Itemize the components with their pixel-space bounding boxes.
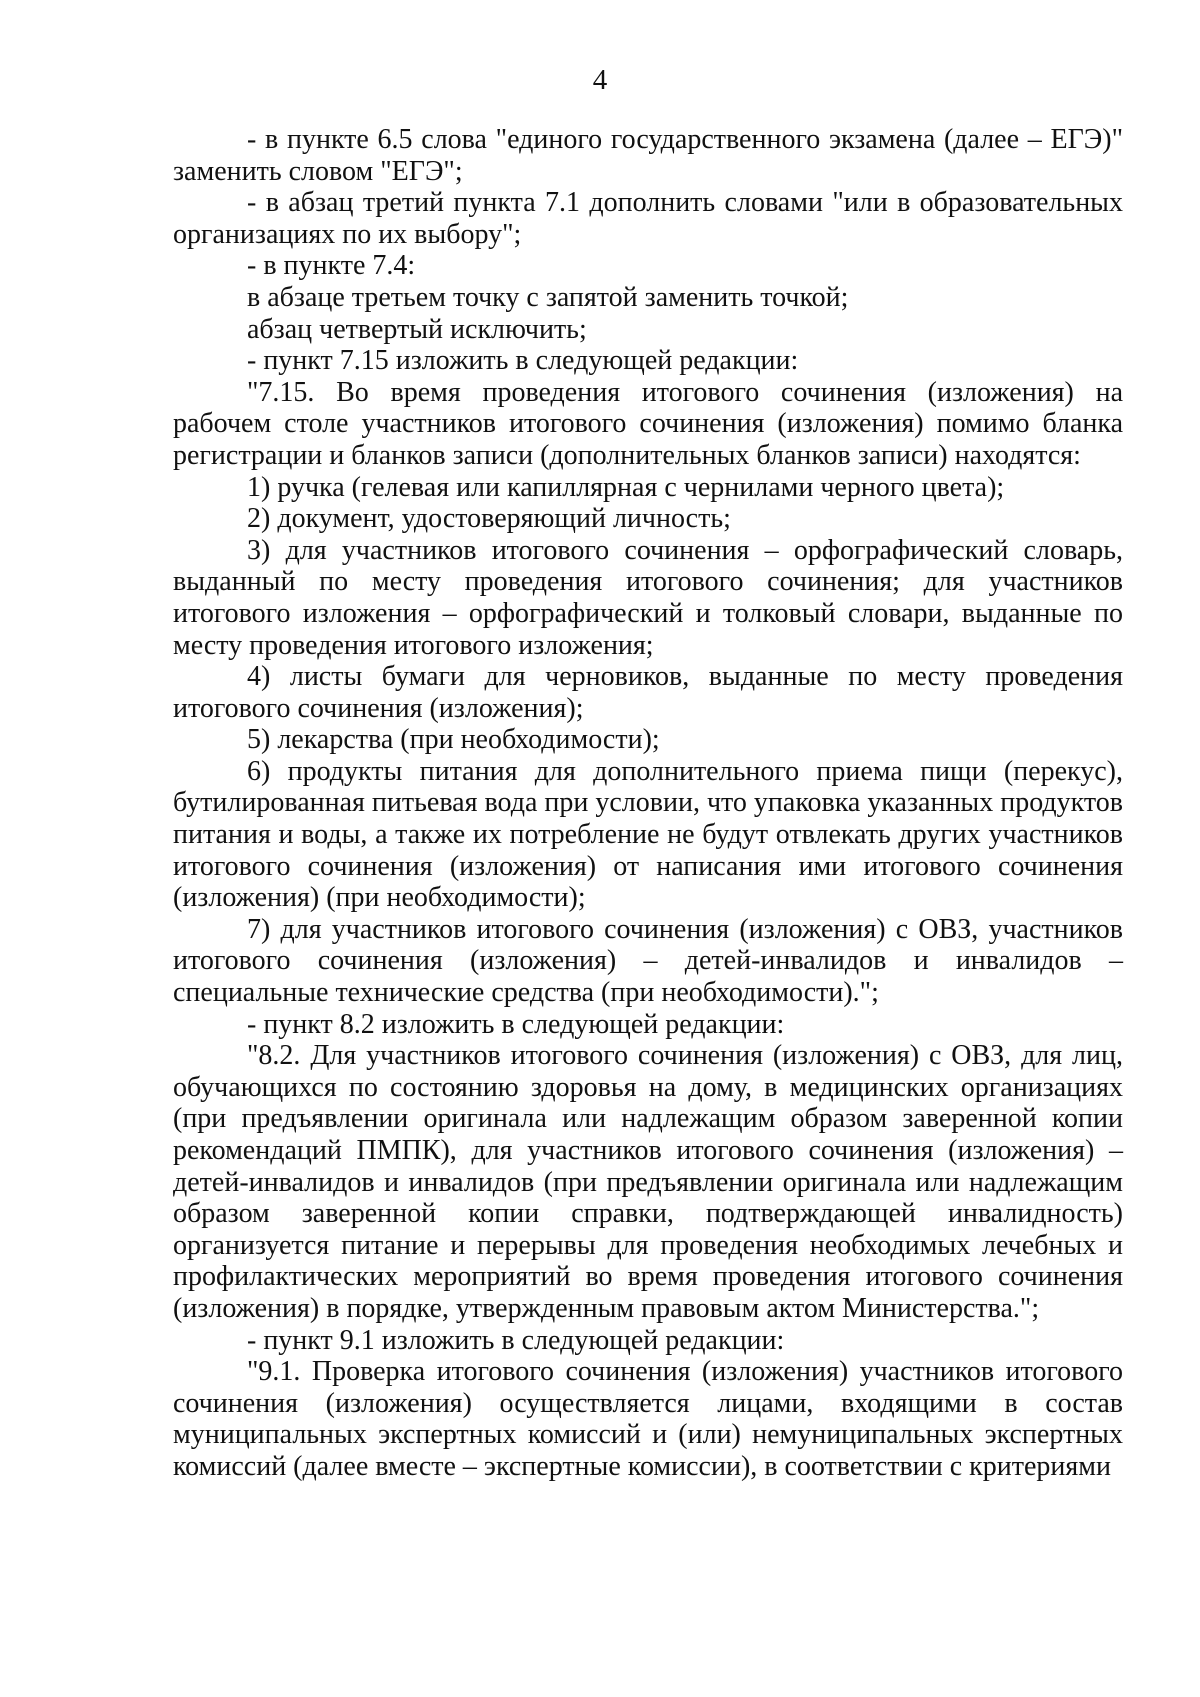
document-body <box>173 124 1123 1483</box>
paragraph-amend-9-1: - пункт 9.1 изложить в следующей редакции: <box>247 1324 785 1356</box>
list-item-4: 4) листы бумаги для черновиков, выданные по месту проведения итогового сочинения (изложения); <box>173 661 1123 724</box>
paragraph-9-1-text: "9.1. Проверка итогового сочинения (изложения) участников итогового сочинения (изложения) осуществляется лицами, входящими в состав муниципальных экспертных комиссий и (или) немуниципальных экспертных комиссий (далее вместе – экспертные комиссии), в соответствии с критериями <box>173 1356 1123 1482</box>
paragraph-amend-8-2: - пункт 8.2 изложить в следующей редакции: <box>247 1008 785 1040</box>
page-number: 4 <box>592 64 608 96</box>
list-item-6: 6) продукты питания для дополнительного приема пищи (перекус), бутилированная питьевая вода при условии, что упаковка указанных продуктов питания и воды, а также их потребление не будут отвлекать других участников итогового сочинения (изложения) от написания ими итогового сочинения (изложения) (при необходимости); <box>173 755 1123 914</box>
list-item-3: 3) для участников итогового сочинения – орфографический словарь, выданный по месту проведения итогового сочинения; для участников итогового изложения – орфографический и толковый словари, выданные по месту проведения итогового изложения; <box>173 534 1123 661</box>
list-item-2: 2) документ, удостоверяющий личность; <box>247 503 731 535</box>
paragraph-8-2-text: "8.2. Для участников итогового сочинения (изложения) с ОВЗ, для лиц, обучающихся по состоянию здоровья на дому, в медицинских организациях (при предъявлении оригинала или надлежащим образом заверенной копии рекомендаций ПМПК), для участников итогового сочинения (изложения) – детей-инвалидов и инвалидов (при предъявлении оригинала или надлежащим образом заверенной копии справки, подтверждающей инвалидность) организуется питание и перерывы для проведения необходимых лечебных и профилактических мероприятий во время проведения итогового сочинения (изложения) в порядке, утвержденным правовым актом Министерства."; <box>173 1040 1123 1324</box>
list-item-7: 7) для участников итогового сочинения (изложения) с ОВЗ, участников итогового сочинения (изложения) – детей-инвалидов и инвалидов – специальные технические средства (при необходимости)."; <box>173 913 1123 1009</box>
paragraph-7-4-third: в абзаце третьем точку с запятой заменить точкой; <box>247 281 849 313</box>
paragraph-7-15-text: "7.15. Во время проведения итогового сочинения (изложения) на рабочем столе участников итогового сочинения (изложения) помимо бланка регистрации и бланков записи (дополнительных бланков записи) находятся: <box>173 376 1123 471</box>
paragraph-7-4-fourth: абзац четвертый исключить; <box>247 313 587 345</box>
list-item-5: 5) лекарства (при необходимости); <box>247 724 660 756</box>
paragraph-amend-7-4: - в пункте 7.4: <box>247 250 416 282</box>
paragraph-amend-6-5: - в пункте 6.5 слова "единого государственного экзамена (далее – ЕГЭ)" заменить словом "ЕГЭ"; <box>173 124 1123 187</box>
list-item-1: 1) ручка (гелевая или капиллярная с чернилами черного цвета); <box>247 471 1005 503</box>
paragraph-amend-7-1: - в абзац третий пункта 7.1 дополнить словами "или в образовательных организациях по их выбору"; <box>173 187 1123 250</box>
paragraph-amend-7-15: - пункт 7.15 изложить в следующей редакции: <box>247 345 799 377</box>
